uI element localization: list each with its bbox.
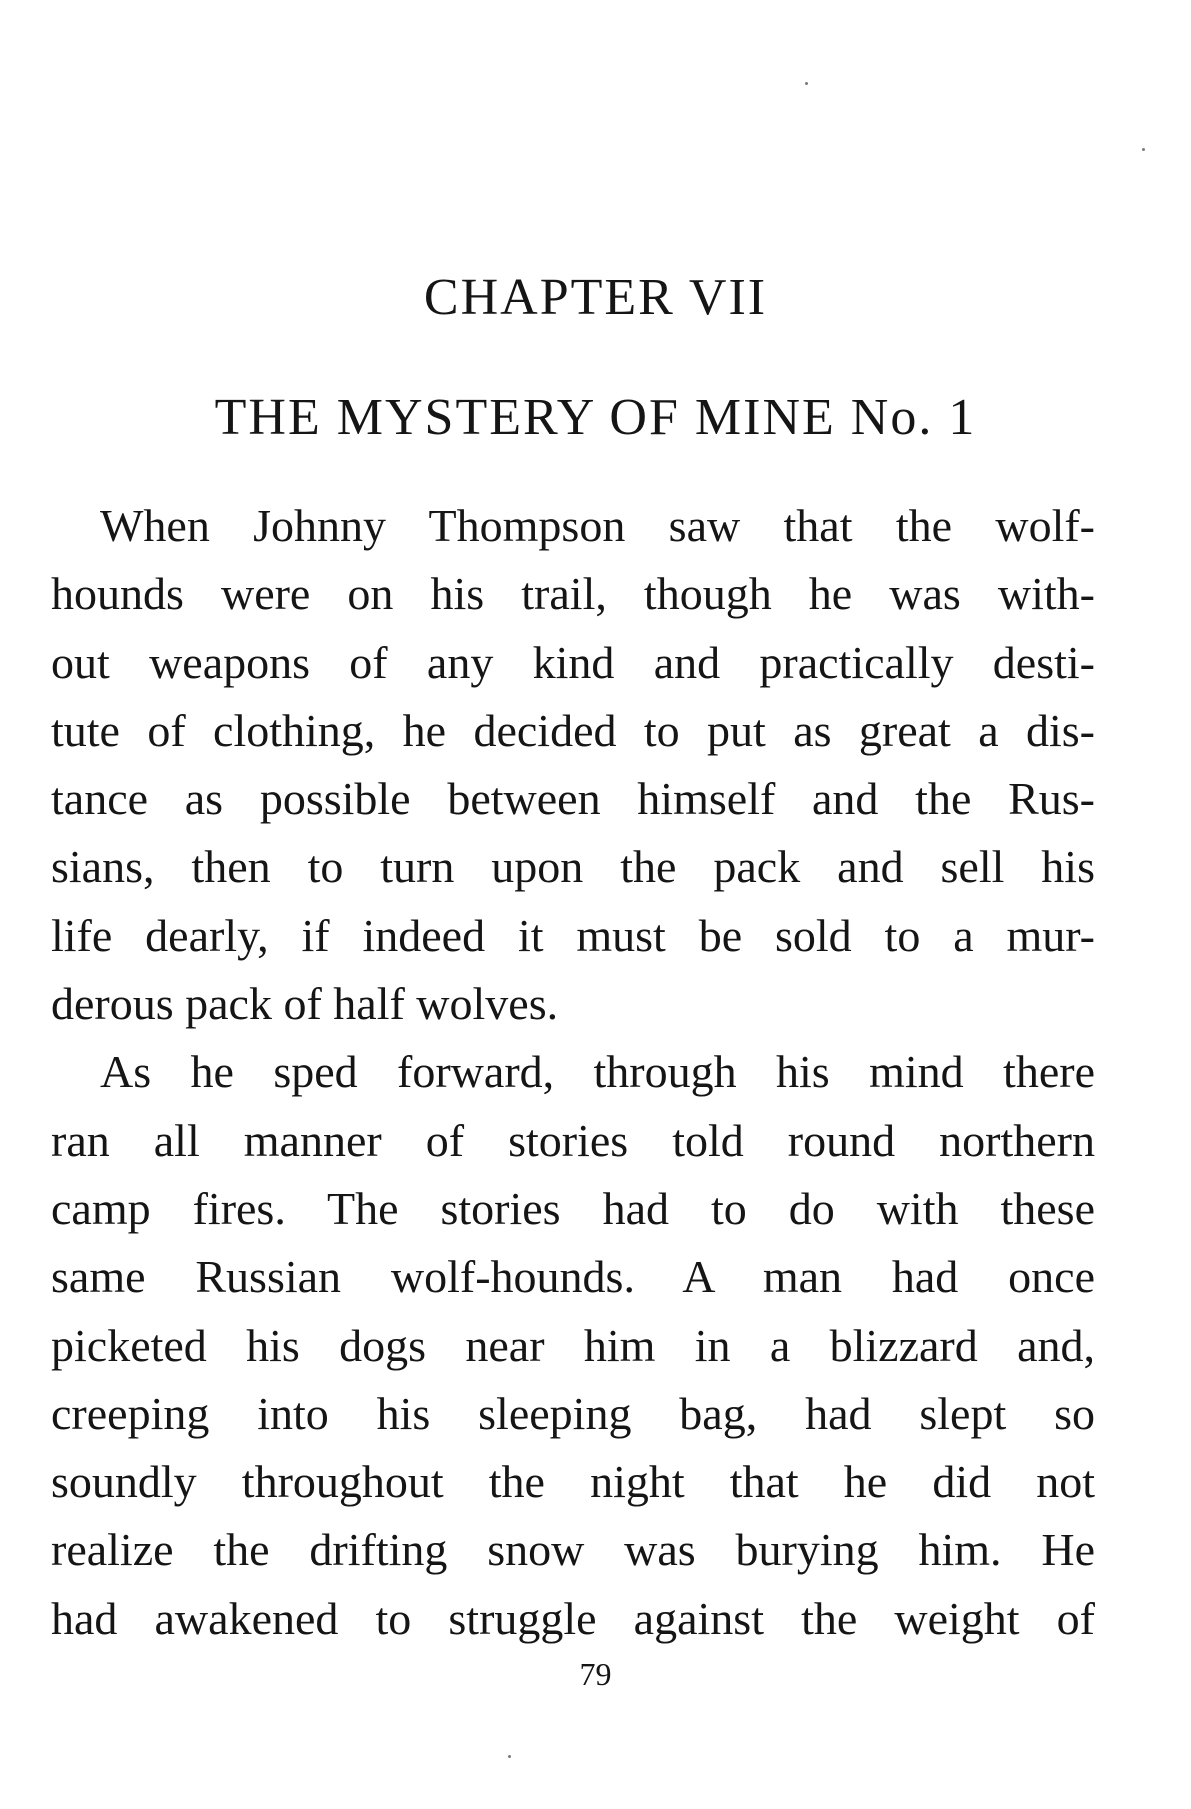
scan-speck <box>805 82 808 85</box>
text-line: tance as possible between himself and the Rus- <box>51 773 1095 825</box>
scan-speck <box>508 1755 511 1758</box>
text-line: ran all manner of stories told round northern <box>51 1114 1095 1166</box>
text-line: had awakened to struggle against the weight of <box>51 1592 1095 1644</box>
page-number: 79 <box>579 1656 612 1692</box>
chapter-title: THE MYSTERY OF MINE No. 1 <box>214 389 977 446</box>
text-line: creeping into his sleeping bag, had slept so <box>51 1387 1095 1439</box>
text-line: life dearly, if indeed it must be sold to a mur- <box>51 909 1095 961</box>
paragraph-1 <box>51 492 1095 1038</box>
body-text <box>51 492 1095 1653</box>
text-line: derous pack of half wolves. <box>51 978 559 1030</box>
text-line: camp fires. The stories had to do with these <box>51 1182 1095 1234</box>
text-line: hounds were on his trail, though he was with- <box>51 568 1095 620</box>
text-line: out weapons of any kind and practically desti- <box>51 636 1095 688</box>
text-line: As he sped forward, through his mind there <box>100 1046 1095 1098</box>
text-line: When Johnny Thompson saw that the wolf- <box>100 500 1095 551</box>
text-line: same Russian wolf-hounds. A man had once <box>51 1251 1095 1303</box>
text-line: picketed his dogs near him in a blizzard and, <box>51 1319 1095 1371</box>
text-line: soundly throughout the night that he did not <box>51 1456 1095 1508</box>
text-line: tute of clothing, he decided to put as great a dis- <box>51 704 1095 756</box>
text-line: sians, then to turn upon the pack and sell his <box>51 841 1095 893</box>
scan-speck <box>1142 148 1145 151</box>
text-line: realize the drifting snow was burying him. He <box>51 1524 1095 1576</box>
paragraph-2 <box>51 1038 1095 1653</box>
chapter-number: CHAPTER VII <box>423 269 768 326</box>
